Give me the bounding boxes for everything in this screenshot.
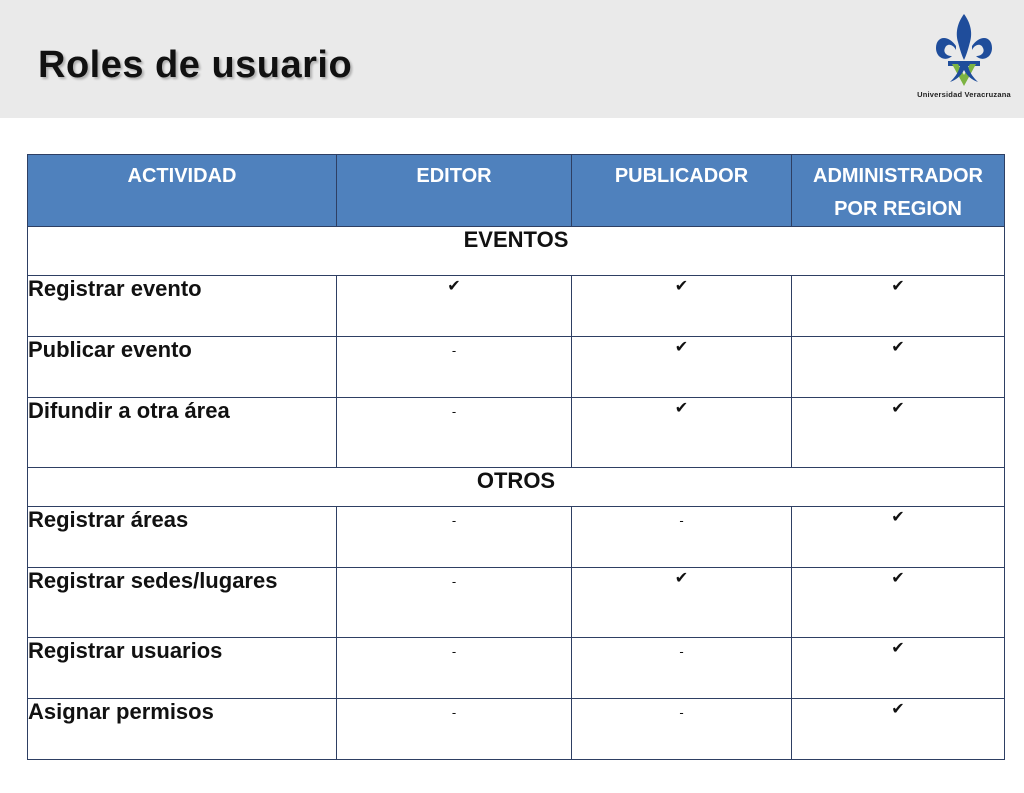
check-icon: ✔ bbox=[572, 276, 792, 337]
dash-mark: - bbox=[337, 638, 572, 699]
section-title: EVENTOS bbox=[28, 227, 1005, 276]
check-icon: ✔ bbox=[792, 568, 1005, 638]
section-row-otros bbox=[28, 468, 1005, 507]
section-title: OTROS bbox=[28, 468, 1005, 507]
dash-mark: - bbox=[337, 568, 572, 638]
check-icon: ✔ bbox=[337, 276, 572, 337]
dash-mark: - bbox=[337, 337, 572, 398]
activity-cell: Asignar permisos bbox=[28, 699, 337, 760]
fleur-de-lis-logo-icon bbox=[934, 12, 994, 88]
check-icon: ✔ bbox=[792, 638, 1005, 699]
activity-cell: Registrar áreas bbox=[28, 507, 337, 568]
check-icon: ✔ bbox=[792, 398, 1005, 468]
slide-title: Roles de usuario bbox=[38, 44, 353, 86]
table-header-row bbox=[28, 155, 1005, 227]
check-icon: ✔ bbox=[792, 699, 1005, 760]
dash-mark: - bbox=[572, 638, 792, 699]
university-logo bbox=[912, 10, 1016, 106]
check-icon: ✔ bbox=[572, 568, 792, 638]
roles-table bbox=[27, 154, 1005, 760]
column-header-editor: EDITOR bbox=[337, 155, 572, 227]
table-row bbox=[28, 398, 1005, 468]
dash-mark: - bbox=[572, 507, 792, 568]
table-row bbox=[28, 638, 1005, 699]
dash-mark: - bbox=[337, 699, 572, 760]
check-icon: ✔ bbox=[572, 337, 792, 398]
column-header-publicador: PUBLICADOR bbox=[572, 155, 792, 227]
dash-mark: - bbox=[572, 699, 792, 760]
check-icon: ✔ bbox=[792, 337, 1005, 398]
table-row bbox=[28, 276, 1005, 337]
section-row-eventos bbox=[28, 227, 1005, 276]
dash-mark: - bbox=[337, 398, 572, 468]
activity-cell: Registrar sedes/lugares bbox=[28, 568, 337, 638]
logo-caption: Universidad Veracruzana bbox=[917, 90, 1011, 99]
table-row bbox=[28, 568, 1005, 638]
activity-cell: Difundir a otra área bbox=[28, 398, 337, 468]
table-row bbox=[28, 507, 1005, 568]
check-icon: ✔ bbox=[572, 398, 792, 468]
check-icon: ✔ bbox=[792, 276, 1005, 337]
activity-cell: Registrar usuarios bbox=[28, 638, 337, 699]
activity-cell: Registrar evento bbox=[28, 276, 337, 337]
dash-mark: - bbox=[337, 507, 572, 568]
column-header-actividad: ACTIVIDAD bbox=[28, 155, 337, 227]
activity-cell: Publicar evento bbox=[28, 337, 337, 398]
check-icon: ✔ bbox=[792, 507, 1005, 568]
table-row bbox=[28, 699, 1005, 760]
table-row bbox=[28, 337, 1005, 398]
column-header-administrador: ADMINISTRADOR POR REGION bbox=[792, 155, 1005, 227]
